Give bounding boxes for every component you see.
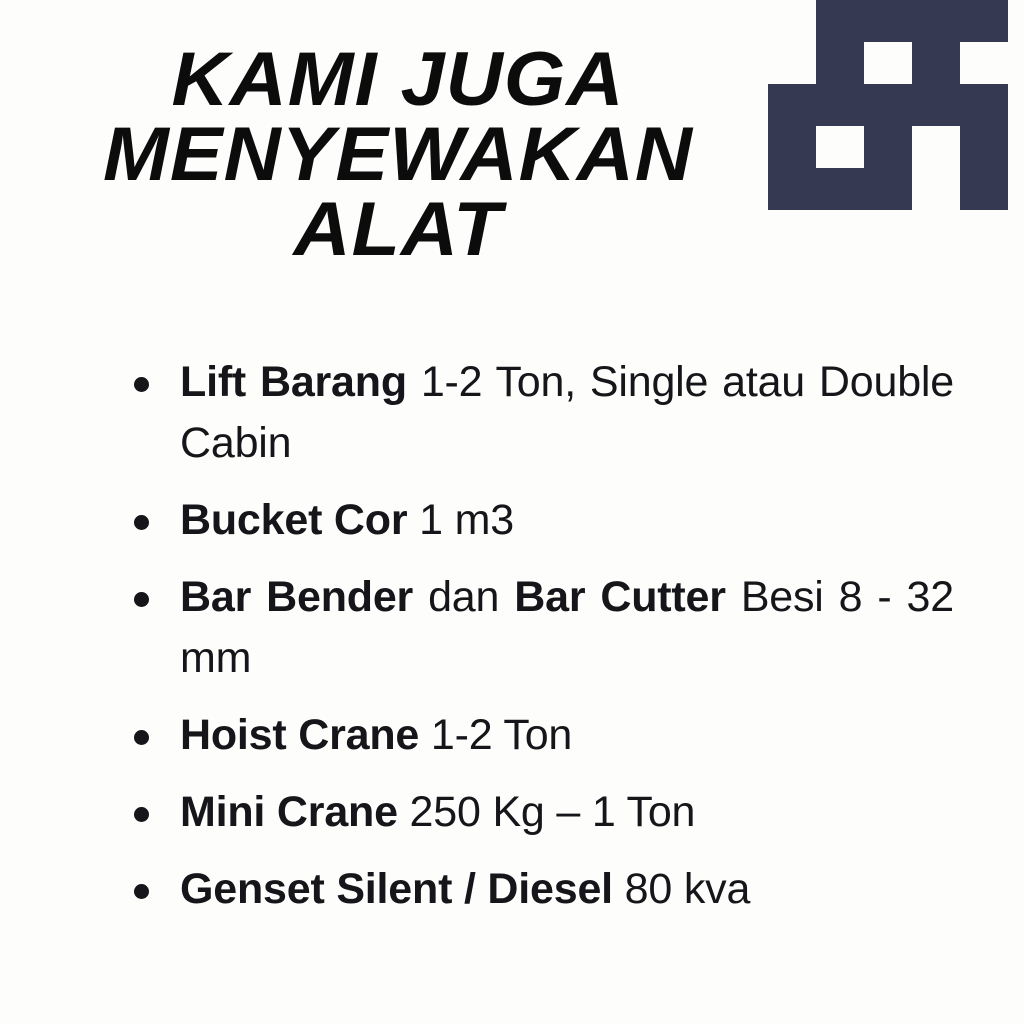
list-item: [118, 490, 954, 551]
checker-cell: [960, 42, 1008, 84]
checker-cell: [816, 126, 864, 168]
heading-line-3: ALAT: [293, 187, 503, 273]
checker-cell: [960, 0, 1008, 42]
checker-cell: [768, 210, 816, 252]
checker-cell: [768, 42, 816, 84]
item-conjunction: dan: [413, 573, 515, 622]
checker-cell: [816, 210, 864, 252]
checker-cell: [768, 168, 816, 210]
list-item: [118, 859, 954, 920]
checker-cell: [816, 42, 864, 84]
item-detail: Besi 8 - 32 mm: [180, 573, 954, 683]
item-name-secondary: Bar Cutter: [514, 573, 726, 622]
checker-cell: [912, 210, 960, 252]
checker-cell: [912, 84, 960, 126]
checker-cell: [912, 168, 960, 210]
checker-cell: [912, 0, 960, 42]
checker-cell: [864, 0, 912, 42]
list-item: [118, 352, 954, 474]
checker-cell: [816, 168, 864, 210]
item-name: Lift Barang: [180, 358, 407, 406]
list-item: [118, 705, 954, 766]
item-detail: 1 m3: [407, 496, 514, 545]
item-name: Hoist Crane: [180, 711, 420, 760]
checker-cell: [960, 168, 1008, 210]
item-detail: 250 Kg – 1 Ton: [397, 788, 696, 837]
list-item: [118, 567, 954, 689]
item-name: Bar Bender: [180, 573, 414, 622]
checker-cell: [816, 0, 864, 42]
heading-line-1: KAMI JUGA: [171, 37, 625, 122]
checker-cell: [960, 210, 1008, 252]
checker-cell: [864, 168, 912, 210]
checker-cell: [768, 126, 816, 168]
checker-cell: [768, 84, 816, 126]
checkerboard-decoration: [768, 0, 1008, 252]
item-detail: 1-2 Ton: [419, 711, 573, 760]
checker-cell: [912, 42, 960, 84]
checker-cell: [960, 126, 1008, 168]
checker-cell: [864, 84, 912, 126]
checker-cell: [912, 126, 960, 168]
checker-cell: [864, 126, 912, 168]
list-item: [118, 782, 954, 843]
item-detail: 1-2 Ton, Single atau Double Cabin: [180, 358, 954, 468]
poster-heading: [34, 37, 762, 273]
item-name: Mini Crane: [180, 788, 398, 837]
checker-cell: [960, 84, 1008, 126]
checker-cell: [816, 84, 864, 126]
equipment-list: [118, 352, 954, 920]
checker-cell: [864, 42, 912, 84]
checker-cell: [768, 0, 816, 42]
checker-cell: [864, 210, 912, 252]
item-name: Genset Silent / Diesel: [180, 865, 613, 914]
item-name: Bucket Cor: [180, 496, 408, 545]
item-detail: 80 kva: [612, 865, 751, 914]
heading-line-2: MENYEWAKAN: [102, 112, 694, 198]
